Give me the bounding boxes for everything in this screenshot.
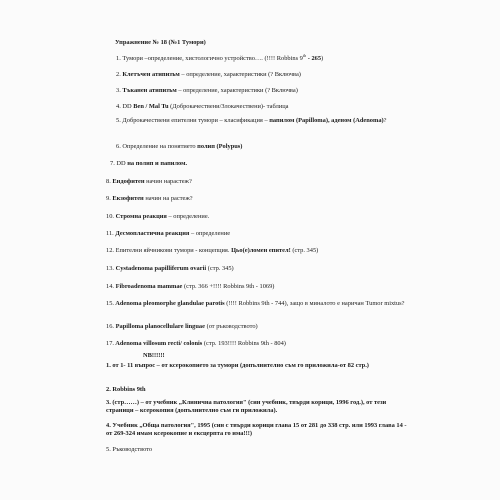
list-item: 1. Тумори –определение, хистологично устройство…. (!!!! Robbins 9th - 265) xyxy=(116,52,324,62)
note-item: 4. Учебник „Обща патология", 1995 (син с твърди корици глава 15 от 281 до 338 стр. или 1993 глава 14 - от 269-324 имам ксерокопие и ексцерпта го има!!!) xyxy=(106,422,407,437)
list-item: 8. Ендофитен начин нарастеж? xyxy=(106,178,192,185)
list-item: 12. Епителни яйчникови тумори - концепция. Цьо(е)ломен епител! (стр. 345) xyxy=(106,247,319,254)
nb-heading: NB!!!!!! xyxy=(143,352,165,359)
note-item: 1. от 1- 11 въпрос – от ксерокопието за тумори (допълнително съм го приложила-от 82 стр.) xyxy=(106,362,369,369)
list-item: 7. DD на полип и папилом. xyxy=(110,160,188,167)
list-item: 2. Клетъчен атипизъм – определение, характеристики (? Включва) xyxy=(116,71,301,78)
note-item: 2. Robbins 9th xyxy=(106,386,146,393)
note-item: 3. (стр……) – от учебник „Клинична патология" (син учебник, твърди корици, 1996 год.), от тези страници – ксерокопия (допълнително съм ги приложила). xyxy=(106,399,387,414)
list-item: 5. Доброкачествени епителни тумори – класификация – папилом (Papilloma), аденом (Adenoma)? xyxy=(116,117,387,124)
list-item: 14. Fibroadenoma mammae (стр. 366 +!!!! Robbins 9th - 1069) xyxy=(106,283,275,290)
list-item: 13. Cystadenoma papilliferum ovarii (стр. 345) xyxy=(106,265,234,272)
list-item: 6. Определение на понятието полип (Polypus) xyxy=(116,143,243,150)
list-item: 16. Papilloma planocellulare linguae (от ръководството) xyxy=(106,323,258,330)
list-item: 3. Тъканен атипизъм – определение, характеристики (? Включва) xyxy=(116,87,298,94)
list-item: 17. Adenoma villosum recti/ colonis (стр. 193!!!! Robbins 9th - 804) xyxy=(106,340,286,347)
list-item: 9. Екзофитен начин на растеж? xyxy=(106,195,193,202)
document-title: Упражнение № 18 (№1 Тумори) xyxy=(115,39,206,46)
list-item: 4. DD Ben / Mal Tu (Доброкачествени/Злокачествени)- таблица xyxy=(116,103,289,110)
note-item: 5. Ръководството xyxy=(106,446,153,453)
list-item: 15. Adenoma pleomorphe glandulae parotis (!!!! Robbins 9th - 744), защо в миналото е наричан Tumor mixtus? xyxy=(106,300,405,307)
list-item: 10. Стромна реакция – определение. xyxy=(106,213,210,220)
list-item: 11. Десмопластична реакция – определение xyxy=(106,230,231,237)
